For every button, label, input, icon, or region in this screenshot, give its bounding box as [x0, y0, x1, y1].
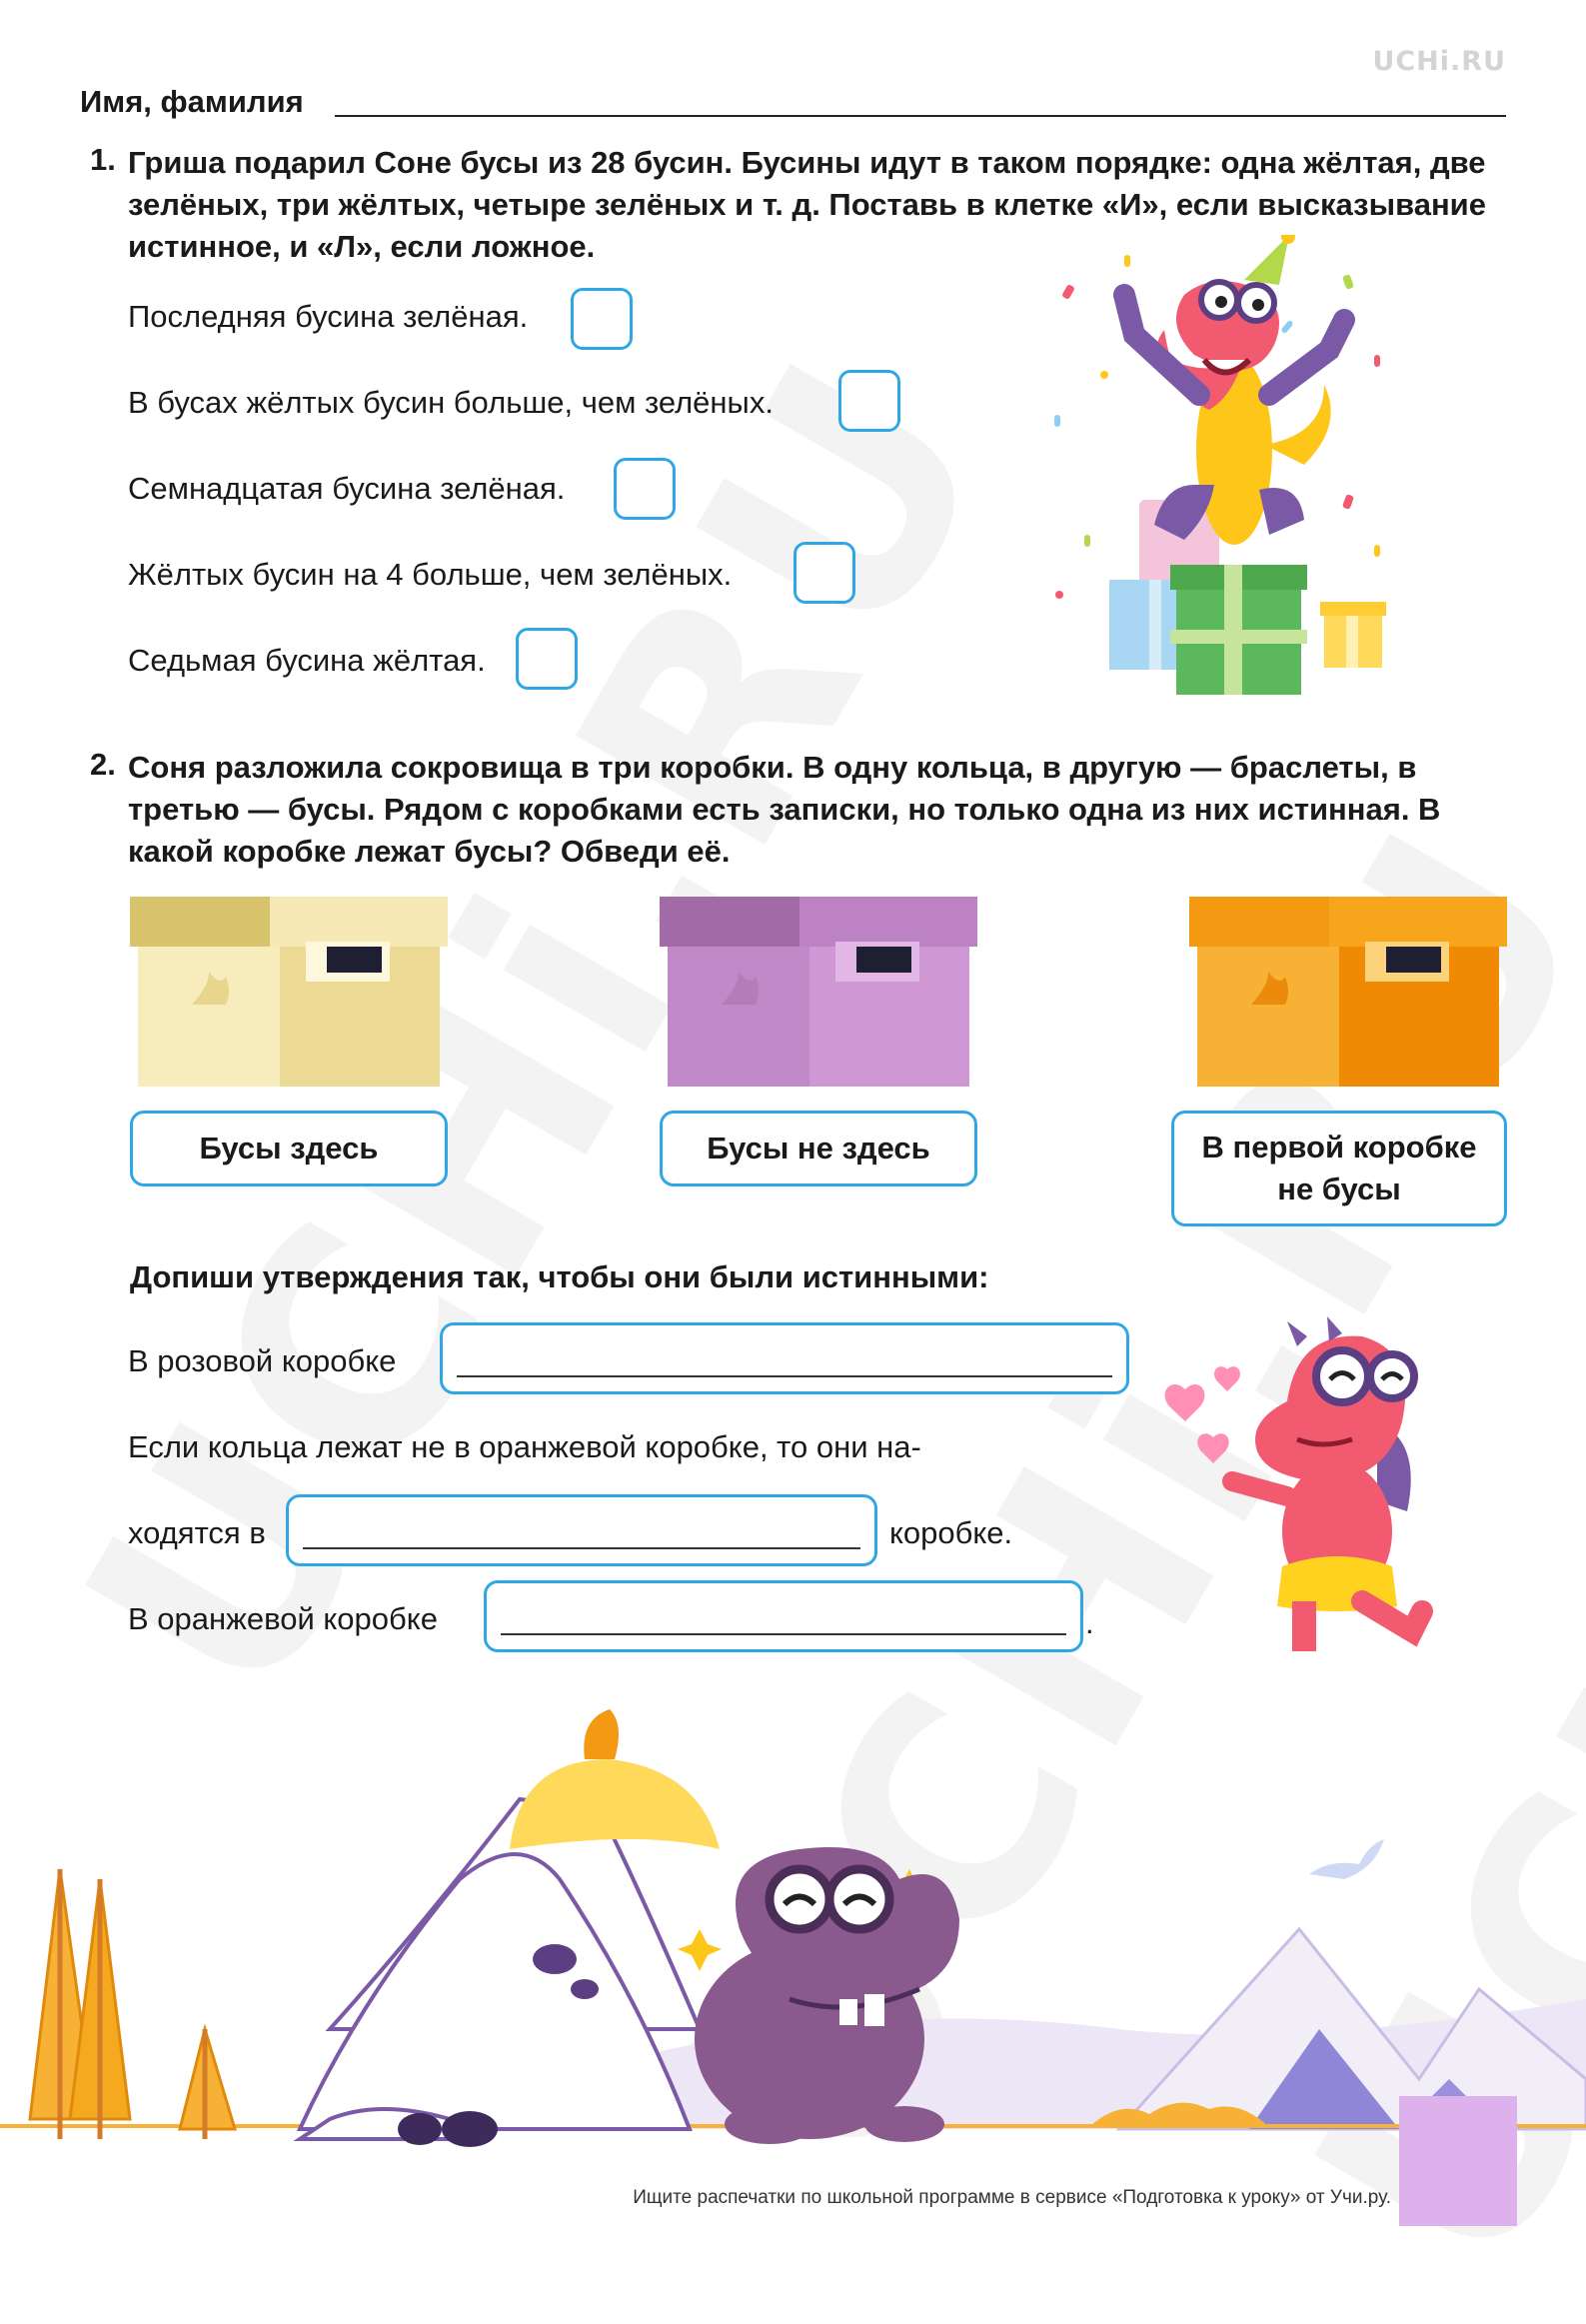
statement-2: В бусах жёлтых бусин больше, чем зелёных. — [128, 385, 774, 420]
box-yellow-icon — [130, 897, 448, 1087]
note-box-2[interactable]: Бусы не здесь — [660, 1111, 977, 1186]
fill-line1-label: В розовой коробке — [128, 1343, 397, 1378]
answer-field-pink[interactable] — [440, 1322, 1129, 1394]
task1-text: Гриша подарил Соне бусы из 28 бусин. Бусины идут в таком порядке: одна жёлтая, две зелёных, три жёлтых, четыре зелёных и т. д. Поставь в клетке «И», если высказывание истинное, и «Л», если ложное. — [128, 145, 1486, 264]
box-lid-left — [130, 897, 270, 947]
box-body-left — [138, 947, 280, 1087]
answer-box-5[interactable] — [516, 628, 578, 690]
note-box-3[interactable]: В первой коробке не бусы — [1171, 1111, 1507, 1226]
footer-text: Ищите распечатки по школьной программе в сервисе «Подготовка к уроку» от Учи.ру. — [633, 2187, 1391, 2208]
fill-line2a: Если кольца лежат не в оранжевой коробке, то они на- — [128, 1429, 921, 1464]
answer-box-2[interactable] — [838, 370, 900, 432]
footer-square — [1399, 2096, 1517, 2226]
box-purple[interactable] — [660, 897, 977, 1087]
dino-mountain-scene — [0, 1699, 1586, 2159]
answer-box-3[interactable] — [614, 458, 676, 520]
statement-3: Семнадцатая бусина зелёная. — [128, 471, 566, 506]
answer-field-rings[interactable] — [286, 1494, 877, 1566]
task2-text: Соня разложила сокровища в три коробки. В одну кольца, в другую — браслеты, в третью — бусы. Рядом с коробками есть записки, но только одна из них истинная. В какой коробке лежат бусы? Обведи её. — [128, 750, 1441, 869]
dino-party-icon — [1044, 235, 1394, 695]
dino-hearts-icon — [1147, 1311, 1447, 1661]
answer-box-1[interactable] — [571, 288, 633, 350]
note-box-1[interactable]: Бусы здесь — [130, 1111, 448, 1186]
fill-line2b: ходятся в — [128, 1515, 266, 1550]
statement-5: Седьмая бусина жёлтая. — [128, 643, 486, 678]
box-lid-right — [270, 897, 448, 947]
box-orange[interactable] — [1189, 897, 1507, 1087]
statement-4: Жёлтых бусин на 4 больше, чем зелёных. — [128, 557, 733, 592]
uchi-logo: UCHi.RU — [1372, 46, 1506, 77]
name-input-line[interactable] — [335, 115, 1506, 117]
task2-number: 2. — [90, 747, 116, 782]
fill-line3-end: . — [1085, 1605, 1094, 1640]
task1-number: 1. — [90, 142, 116, 177]
answer-field-orange[interactable] — [484, 1580, 1083, 1652]
box-yellow[interactable] — [130, 897, 448, 1087]
box-orange-icon — [1189, 897, 1507, 1087]
subtask-text: Допиши утверждения так, чтобы они были истинными: — [130, 1259, 989, 1294]
statement-1: Последняя бусина зелёная. — [128, 299, 529, 334]
name-label: Имя, фамилия — [80, 84, 304, 119]
fill-line2c: коробке. — [889, 1515, 1013, 1550]
answer-box-4[interactable] — [793, 542, 855, 604]
box-purple-icon — [660, 897, 977, 1087]
fill-line3-label: В оранжевой коробке — [128, 1601, 438, 1636]
